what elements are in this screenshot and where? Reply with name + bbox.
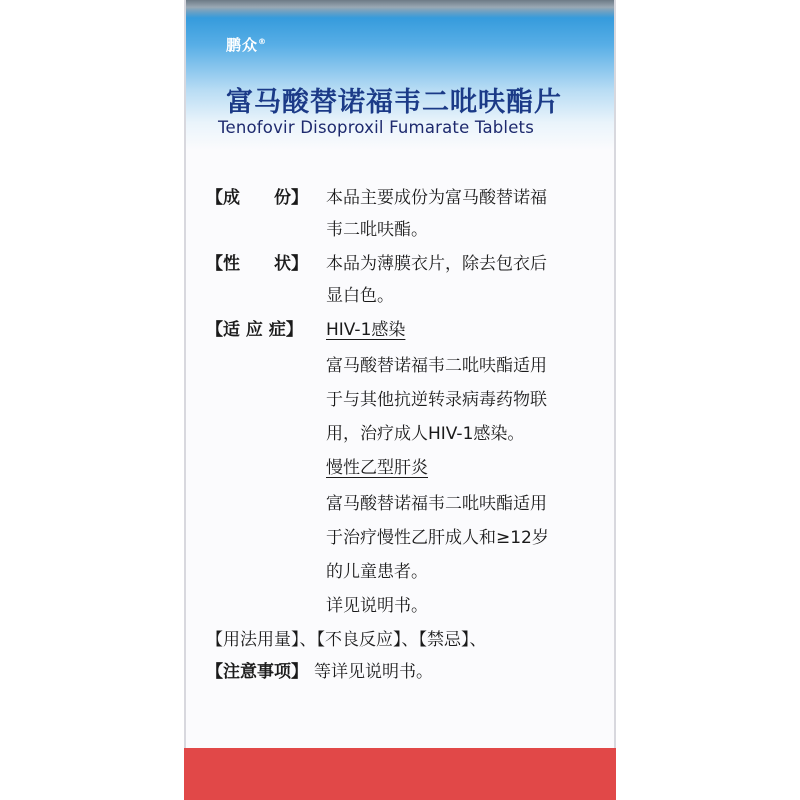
hiv-text-1: 富马酸替诺福韦二吡呋酯适用 [326,356,547,376]
appearance-text-1: 本品为薄膜衣片，除去包衣后 [326,254,547,274]
composition-label: 【成 份】 [206,188,308,208]
hiv-text-3: 用，治疗成人HIV-1感染。 [326,424,525,444]
box-right-edge [614,0,616,800]
red-bottom-band [184,748,616,800]
brand-logo-text: 鹏众 [226,36,259,54]
appearance-text-2: 显白色。 [326,286,394,306]
box-left-edge [184,0,186,800]
hbv-heading: 慢性乙型肝炎 [326,458,428,478]
hbv-text-3: 的儿童患者。 [326,562,428,582]
hbv-text-2: 于治疗慢性乙肝成人和≥12岁 [326,528,549,548]
product-title-chinese: 富马酸替诺福韦二吡呋酯片 [226,87,562,118]
see-manual-text: 详见说明书。 [326,596,428,616]
precautions-label: 【注意事项】 [206,662,308,682]
composition-text-1: 本品主要成份为富马酸替诺福 [326,188,547,208]
hbv-text-1: 富马酸替诺福韦二吡呋酯适用 [326,494,547,514]
appearance-label: 【性 状】 [206,254,308,274]
box-top-shadow [184,0,616,18]
footer-line-1: 【用法用量】、【不良反应】、【禁忌】、 [206,630,487,650]
hiv-heading: HIV-1感染 [326,320,406,340]
brand-logo [226,34,267,55]
hiv-text-2: 于与其他抗逆转录病毒药物联 [326,390,547,410]
precautions-text: 等详见说明书。 [314,662,433,682]
composition-text-2: 韦二吡呋酯。 [326,220,428,240]
indications-label: 【适 应 症】 [206,320,303,340]
product-title-english: Tenofovir Disoproxil Fumarate Tablets [218,118,535,137]
registered-mark: ® [258,37,268,46]
